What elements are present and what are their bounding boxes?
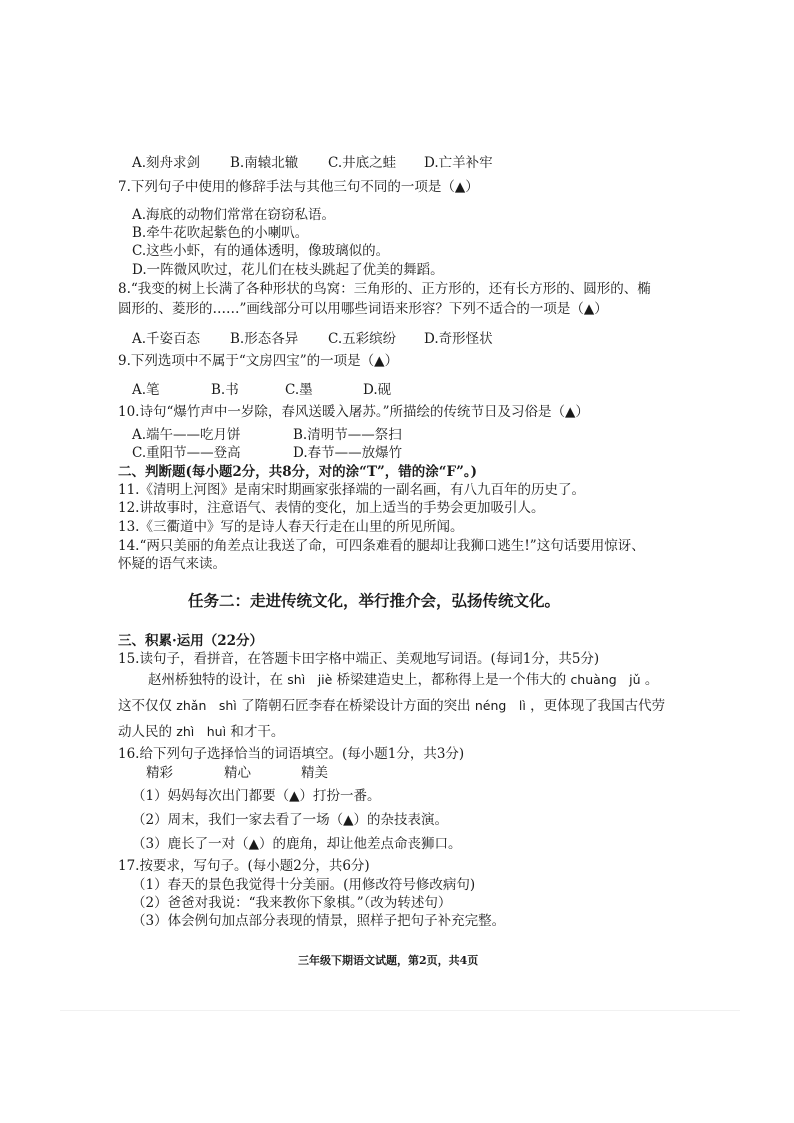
q9-stem: 9.下列选项中不属于“文房四宝”的一项是（▲） — [118, 353, 399, 369]
q13: 13.《三衢道中》写的是诗人春天行走在山里的所见所闻。 — [118, 519, 464, 535]
page-footer: 三年级下期语文试题，第2页，共4页 — [298, 954, 479, 967]
q6-option-d: D.亡羊补牢 — [424, 155, 493, 171]
section2-heading: 二、判断题(每小题2分，共8分，对的涂“T”，错的涂“F”。) — [118, 464, 478, 480]
q11: 11.《清明上河图》是南宋时期画家张择端的一副名画，有八九百年的历史了。 — [118, 482, 585, 498]
q10-option-a: A.端午——吃月饼 — [132, 427, 241, 443]
q9-option-b: B.书 — [211, 382, 239, 398]
q10-option-b: B.清明节——祭扫 — [293, 427, 402, 443]
scan-edge-line — [60, 1010, 740, 1011]
q17-item-1: （1）春天的景色我觉得十分美丽。(用修改符号修改病句) — [132, 877, 476, 893]
q7-option-a: A.海底的动物们常常在窃窃私语。 — [132, 207, 336, 223]
q6-option-b: B.南辕北辙 — [230, 155, 299, 171]
q8-option-b: B.形态各异 — [230, 331, 299, 347]
q8-option-c: C.五彩缤纷 — [328, 331, 397, 347]
q8-stem-line2: 圆形的、菱形的……”画线部分可以用哪些词语来形容？下列不适合的一项是（▲） — [118, 301, 608, 317]
q15-line3: 动人民的 zhì huì 和才干。 — [118, 724, 285, 740]
pinyin-nengli: néng lì — [474, 698, 526, 713]
q10-stem: 10.诗句“爆竹声中一岁除，春风送暖入屠苏。”所描绘的传统节日及习俗是（▲） — [118, 404, 589, 420]
pinyin-chuangju: chuàng jǔ — [570, 672, 641, 687]
q17-item-3: （3）体会例句加点部分表现的情景，照样子把句子补充完整。 — [132, 913, 506, 929]
q16-word-2: 精心 — [224, 765, 251, 781]
q8-option-a: A.千姿百态 — [132, 331, 201, 347]
q16-item-3: （3）鹿长了一对（▲）的鹿角，却让他差点命丧狮口。 — [132, 836, 462, 852]
q15-line2: 这不仅仅 zhǎn shì 了隋朝石匠李春在桥梁设计方面的突出 néng lì ，更体现了我国古代劳 — [118, 698, 666, 714]
q14-line1: 14.“两只美丽的角差点让我送了命，可四条难看的腿却让我狮口逃生!”这句话要用惊讶、 — [118, 538, 645, 554]
q16-item-1: （1）妈妈每次出门都要（▲）打扮一番。 — [132, 788, 381, 804]
q15-stem: 15.读句子，看拼音，在答题卡田字格中端正、美观地写词语。(每词1分，共5分) — [118, 651, 600, 667]
q10-option-c: C.重阳节——登高 — [132, 445, 241, 461]
q10-option-d: D.春节——放爆竹 — [293, 445, 403, 461]
q9-option-a: A.笔 — [132, 382, 160, 398]
q7-option-d: D.一阵微风吹过，花儿们在枝头跳起了优美的舞蹈。 — [132, 262, 444, 278]
q7-stem: 7.下列句子中使用的修辞手法与其他三句不同的一项是（▲） — [118, 179, 479, 195]
q8-option-d: D.奇形怪状 — [424, 331, 493, 347]
pinyin-shijie: shì jiè — [287, 672, 333, 687]
q17-item-2: （2）爸爸对我说：“我来教你下象棋。”（改为转述句） — [132, 895, 452, 911]
q16-word-1: 精彩 — [146, 765, 173, 781]
q16-item-2: （2）周末，我们一家去看了一场（▲）的杂技表演。 — [132, 812, 448, 828]
section3-heading: 三、积累·运用（22分） — [118, 633, 263, 649]
q7-option-c: C.这些小虾，有的通体透明，像玻璃似的。 — [132, 243, 390, 259]
pinyin-zhanshi: zhǎn shì — [176, 698, 237, 713]
q14-line2: 怀疑的语气来读。 — [118, 556, 226, 572]
q8-stem-line1: 8.“我变的树上长满了各种形状的鸟窝：三角形的、正方形的，还有长方形的、圆形的、椭 — [118, 281, 651, 297]
q9-option-c: C.墨 — [285, 382, 313, 398]
q9-option-d: D.砚 — [363, 382, 392, 398]
q17-stem: 17.按要求，写句子。(每小题2分，共6分) — [118, 858, 370, 874]
q7-option-b: B.牵牛花吹起紫色的小喇叭。 — [132, 225, 309, 241]
q12: 12.讲故事时，注意语气、表情的变化，加上适当的手势会更加吸引人。 — [118, 500, 545, 516]
q15-line1: 赵州桥独特的设计，在 shì jiè 桥梁建造史上，都称得上是一个伟大的 chuàng jǔ 。 — [148, 672, 659, 688]
q6-option-a: A.刻舟求剑 — [132, 155, 201, 171]
pinyin-zhihui: zhì huì — [176, 724, 227, 739]
q16-stem: 16.给下列句子选择恰当的词语填空。(每小题1分，共3分) — [118, 746, 465, 762]
task2-heading: 任务二：走进传统文化，举行推介会，弘扬传统文化。 — [188, 592, 561, 610]
q6-option-c: C.井底之蛙 — [328, 155, 397, 171]
q16-word-3: 精美 — [301, 765, 328, 781]
